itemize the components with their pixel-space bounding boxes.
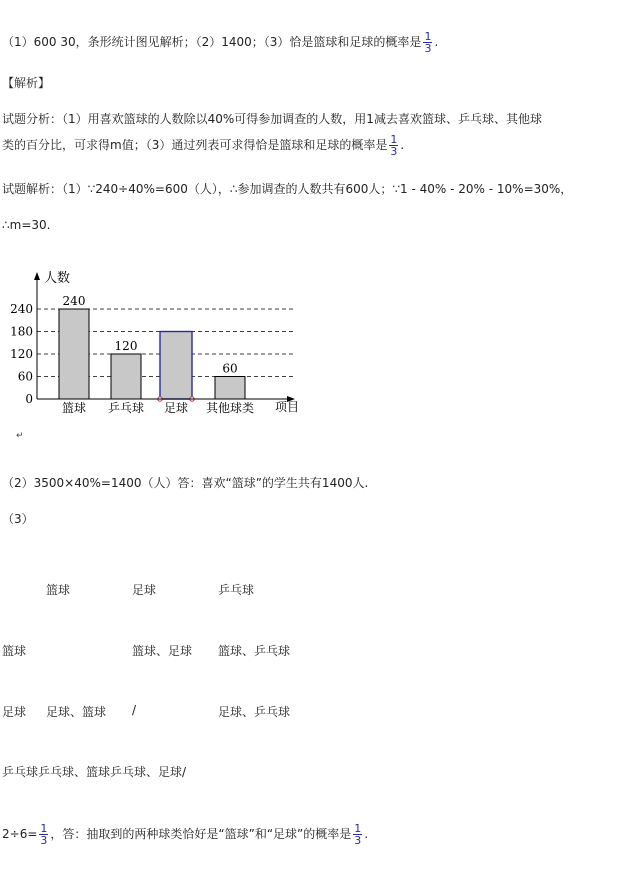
bar-1 xyxy=(111,354,141,399)
conclusion-middle: ，答：抽取到的两种球类恰好是“篮球”和“足球”的概率是 xyxy=(50,827,352,841)
bar-2 xyxy=(160,332,192,400)
data-label-0: 240 xyxy=(62,294,86,308)
fraction-numerator: 1 xyxy=(424,30,432,43)
y-axis-arrow xyxy=(34,272,40,280)
x-axis-label: 项目 xyxy=(275,400,300,414)
fraction-numerator: 1 xyxy=(40,822,48,835)
y-tick-label: 180 xyxy=(10,324,33,339)
table-header-football: 足球 xyxy=(132,583,157,597)
table-row3: 乒乓球乒乓球、篮球乒乓球、足球/ xyxy=(2,765,187,779)
y-tick-label: 0 xyxy=(25,392,33,406)
analysis-fraction xyxy=(389,134,398,157)
solution-line-1: 试题解析：（1）∵240÷40%=600（人），∴参加调查的人数共有600人；∵1 - 40% - 20% - 10%=30%， xyxy=(2,182,573,196)
bar-3 xyxy=(215,377,245,400)
table-header-basketball: 篮球 xyxy=(46,583,71,597)
table-row1-cell2: 篮球、足球 xyxy=(132,644,193,658)
conclusion-tail: . xyxy=(364,827,369,841)
fraction-denominator: 3 xyxy=(354,834,362,847)
fraction-denominator: 3 xyxy=(424,42,432,55)
answer-fraction xyxy=(423,31,432,54)
y-axis-label: 人数 xyxy=(44,271,71,286)
stray-mark: ↵ xyxy=(16,431,24,441)
answer-tail: . xyxy=(434,35,439,49)
bar-0 xyxy=(59,309,89,399)
bar-chart xyxy=(10,268,320,443)
category-label-3: 其他球类 xyxy=(205,401,255,415)
category-label-1: 乒乓球 xyxy=(107,401,145,415)
table-header-pingpong: 乒乓球 xyxy=(218,583,255,597)
analysis-line-1: 试题分析：（1）用喜欢篮球的人数除以40%可得参加调查的人数，用1减去喜欢篮球、乒乓球、其他球 xyxy=(2,112,542,126)
jiexi-heading: 【解析】 xyxy=(2,76,51,90)
conclusion-fraction-1 xyxy=(39,823,48,846)
chart-bars xyxy=(59,309,245,401)
conclusion-line xyxy=(2,823,368,846)
analysis-line-2-text: 类的百分比，可求得m值；（3）通过列表可求得恰是篮球和足球的概率是 xyxy=(2,138,388,152)
answer-text: （1）600 30，条形统计图见解析；（2）1400；（3）恰是篮球和足球的概率是 xyxy=(2,35,422,49)
solution-line-2: ∴m=30. xyxy=(2,218,51,232)
category-label-0: 篮球 xyxy=(61,401,87,415)
conclusion-prefix: 2÷6= xyxy=(2,827,38,841)
answer-line xyxy=(2,31,438,54)
fraction-denominator: 3 xyxy=(390,145,398,158)
conclusion-fraction-2 xyxy=(353,823,362,846)
table-row2-cell3: 足球、乒乓球 xyxy=(218,705,291,719)
fraction-denominator: 3 xyxy=(40,834,48,847)
part2-line: （2）3500×40%=1400（人）答：喜欢“篮球”的学生共有1400人. xyxy=(2,476,369,490)
data-label-3: 60 xyxy=(222,361,238,376)
category-label-2: 足球 xyxy=(163,401,189,415)
y-tick-label: 240 xyxy=(10,302,33,316)
part3-label: （3） xyxy=(2,512,34,526)
fraction-numerator: 1 xyxy=(354,822,362,835)
fraction-numerator: 1 xyxy=(390,133,398,146)
table-row2-cell2: / xyxy=(132,703,137,717)
table-row2-cell1: 足球、篮球 xyxy=(46,705,107,719)
table-row1-label: 篮球 xyxy=(2,644,27,658)
chart-ticks xyxy=(10,302,33,406)
y-tick-label: 60 xyxy=(17,369,33,384)
data-label-1: 120 xyxy=(114,339,138,353)
table-row1-cell3: 篮球、乒乓球 xyxy=(218,644,291,658)
table-row2-label: 足球 xyxy=(2,705,27,719)
y-tick-label: 120 xyxy=(10,347,33,361)
analysis-line-2 xyxy=(2,134,404,157)
analysis-tail: . xyxy=(400,138,405,152)
